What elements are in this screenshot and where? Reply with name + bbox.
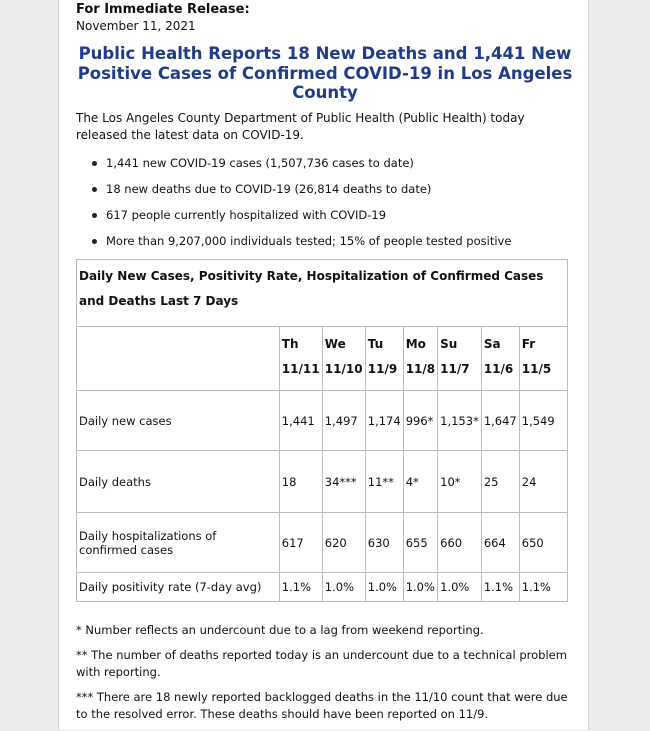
table-cell: 650 bbox=[519, 513, 567, 573]
footnote: *** There are 18 newly reported backlogged deaths in the 11/10 count that were due to the resolved error. These deaths should have been reported on 11/9. bbox=[76, 690, 568, 721]
list-item: 18 new deaths due to COVID-19 (26,814 deaths to date) bbox=[106, 180, 576, 206]
table-cell: 996* bbox=[403, 391, 437, 451]
table-cell: 660 bbox=[438, 513, 482, 573]
table-row bbox=[77, 513, 568, 573]
table-cell: 620 bbox=[322, 513, 365, 573]
footnote: ** The number of deaths reported today is an undercount due to a technical problem with reporting. bbox=[76, 648, 567, 679]
row-label: Daily hospitalizations of confirmed cases bbox=[77, 513, 280, 573]
table-cell: 1,441 bbox=[279, 391, 322, 451]
intro-paragraph: The Los Angeles County Department of Public Health (Public Health) today released the latest data on COVID-19. bbox=[76, 111, 525, 142]
column-header bbox=[279, 327, 322, 391]
table-row bbox=[77, 573, 568, 602]
table-caption-line: and Deaths Last 7 Days bbox=[79, 294, 239, 308]
table-cell: 1.0% bbox=[322, 573, 365, 602]
column-date: 11/8 bbox=[405, 362, 436, 376]
release-label: For Immediate Release: bbox=[76, 2, 250, 17]
table-cell: 18 bbox=[279, 451, 322, 513]
column-day: Mo bbox=[405, 337, 426, 351]
table-row bbox=[77, 391, 568, 451]
list-item: 1,441 new COVID-19 cases (1,507,736 cases to date) bbox=[106, 154, 576, 180]
column-day: We bbox=[324, 337, 346, 351]
table-cell: 1,174 bbox=[365, 391, 403, 451]
column-date: 11/11 bbox=[281, 362, 320, 376]
footnote: * Number reflects an undercount due to a lag from weekend reporting. bbox=[76, 623, 484, 637]
table-cell: 617 bbox=[279, 513, 322, 573]
table-cell: 1.0% bbox=[403, 573, 437, 602]
key-stats-list bbox=[76, 154, 576, 258]
column-date: 11/7 bbox=[440, 362, 470, 376]
table-cell: 1,153* bbox=[438, 391, 482, 451]
press-release-page bbox=[58, 0, 589, 730]
column-date: 11/5 bbox=[521, 362, 552, 376]
table-cell: 25 bbox=[481, 451, 519, 513]
column-day: Sa bbox=[483, 337, 501, 351]
column-header bbox=[481, 327, 519, 391]
column-header bbox=[403, 327, 437, 391]
table-caption bbox=[77, 260, 568, 327]
table-cell: 664 bbox=[481, 513, 519, 573]
data-table bbox=[76, 259, 568, 602]
table-cell: 1.0% bbox=[365, 573, 403, 602]
table-cell: 1,549 bbox=[519, 391, 567, 451]
table-header-row bbox=[77, 327, 568, 391]
column-header bbox=[365, 327, 403, 391]
list-item: More than 9,207,000 individuals tested; 15% of people tested positive bbox=[106, 232, 576, 258]
table-cell: 1,497 bbox=[322, 391, 365, 451]
column-day: Su bbox=[440, 337, 458, 351]
table-cell: 1,647 bbox=[481, 391, 519, 451]
column-header bbox=[438, 327, 482, 391]
column-day: Tu bbox=[367, 337, 384, 351]
table-cell: 11** bbox=[365, 451, 403, 513]
column-header bbox=[322, 327, 365, 391]
footnotes bbox=[76, 622, 571, 731]
column-day: Th bbox=[281, 337, 299, 351]
table-cell: 1.0% bbox=[438, 573, 482, 602]
column-day: Fr bbox=[521, 337, 536, 351]
row-label: Daily new cases bbox=[77, 391, 280, 451]
table-cell: 655 bbox=[403, 513, 437, 573]
list-item: 617 people currently hospitalized with COVID-19 bbox=[106, 206, 576, 232]
column-header bbox=[519, 327, 567, 391]
table-cell: 10* bbox=[438, 451, 482, 513]
column-date: 11/6 bbox=[483, 362, 514, 376]
table-row bbox=[77, 451, 568, 513]
table-caption-line: Daily New Cases, Positivity Rate, Hospitalization of Confirmed Cases bbox=[79, 269, 544, 283]
table-header-empty bbox=[77, 327, 280, 391]
row-label: Daily positivity rate (7-day avg) bbox=[77, 573, 280, 602]
table-cell: 1.1% bbox=[481, 573, 519, 602]
column-date: 11/10 bbox=[324, 362, 363, 376]
row-label: Daily deaths bbox=[77, 451, 280, 513]
table-cell: 34*** bbox=[322, 451, 365, 513]
page-title: Public Health Reports 18 New Deaths and 1,441 New Positive Cases of Confirmed COVID-19 in Los Angeles County bbox=[77, 44, 573, 102]
table-cell: 4* bbox=[403, 451, 437, 513]
table-cell: 1.1% bbox=[279, 573, 322, 602]
table-cell: 630 bbox=[365, 513, 403, 573]
table-cell: 1.1% bbox=[519, 573, 567, 602]
column-date: 11/9 bbox=[367, 362, 398, 376]
release-date: November 11, 2021 bbox=[76, 19, 196, 33]
table-cell: 24 bbox=[519, 451, 567, 513]
